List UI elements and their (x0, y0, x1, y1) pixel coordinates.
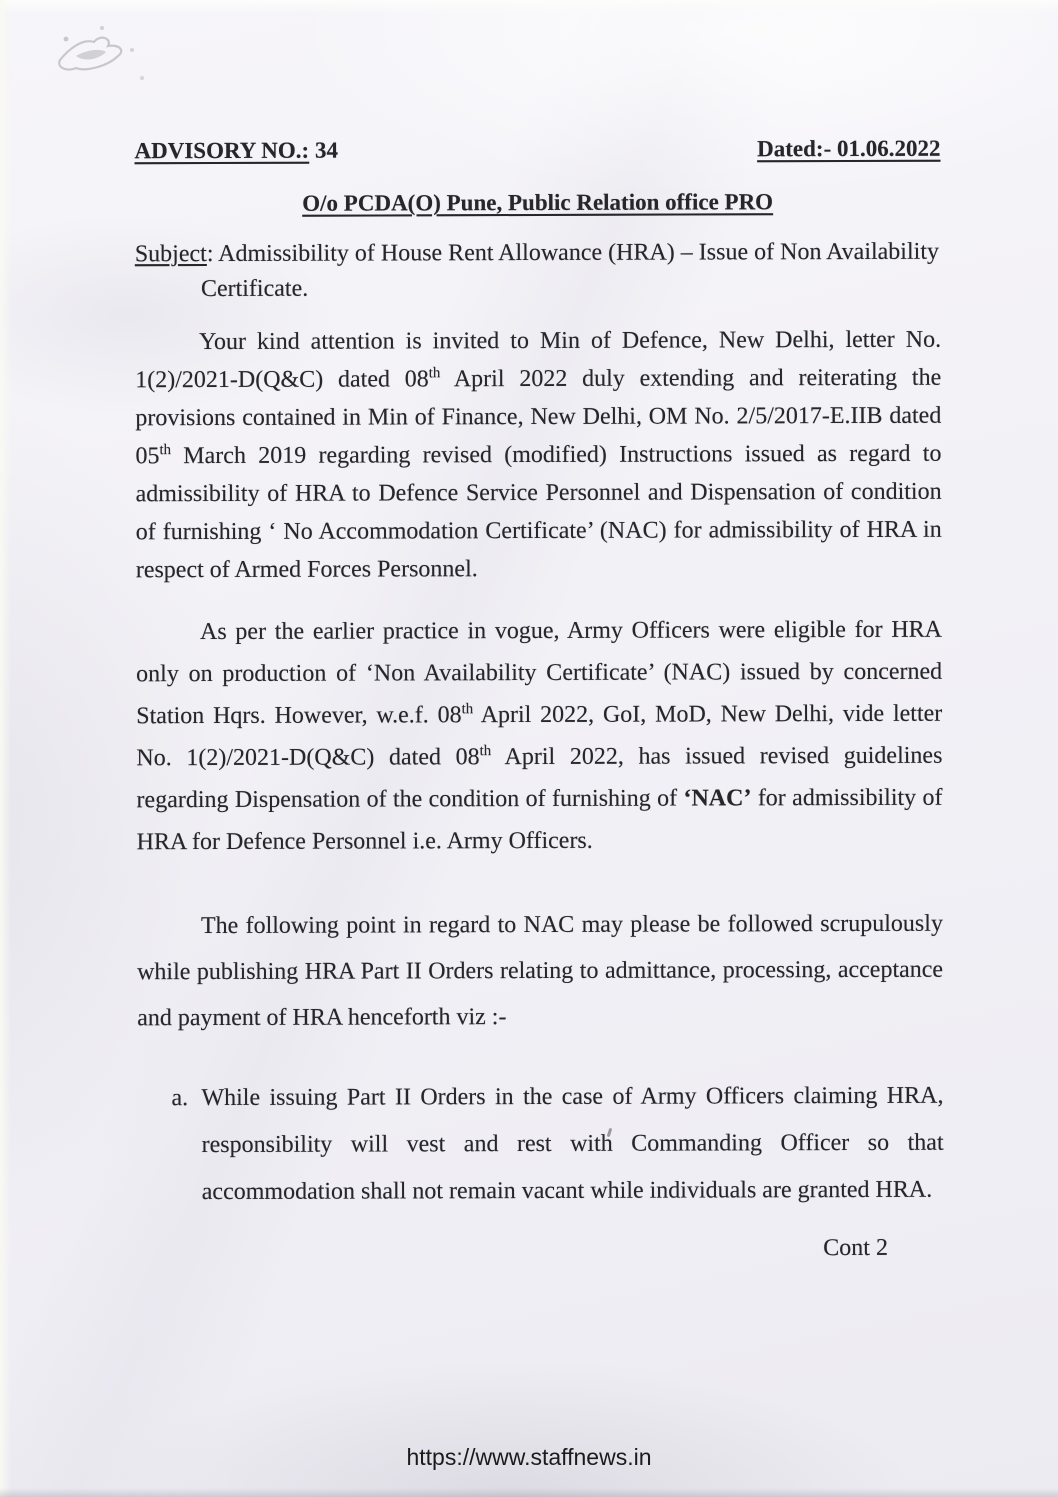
bold-nac-term: ‘NAC’ (683, 785, 752, 812)
superscript-th: th (428, 365, 441, 382)
advisory-number-label: ADVISORY NO.: (134, 137, 310, 164)
advisory-number (134, 137, 338, 165)
list-item-a-text: While issuing Part II Orders in the case of Army Officers claiming HRA, responsibility will vest and rest with Commanding Officer so that accommodation shall not remain vacant while individuals are granted HRA. (201, 1082, 944, 1206)
superscript-th: th (479, 743, 492, 760)
subject-line (135, 235, 941, 308)
subject-text-line2: Certificate. (200, 275, 309, 303)
superscript-th: th (159, 442, 172, 459)
continuation-note: Cont 2 (823, 1234, 888, 1262)
document-date: Dated:- 01.06.2022 (757, 135, 941, 162)
list-item-a-marker: a. (171, 1085, 189, 1112)
office-title: O/o PCDA(O) Pune, Public Relation office PRO (302, 189, 774, 216)
superscript-th: th (461, 701, 474, 718)
paragraph-1: Your kind attention is invited to Min of Defence, New Delhi, letter No. 1(2)/2021-D(Q&C) dated 08th April 2022 duly extending and reiterating the provisions contained in Min of Finance, New Delhi, OM No. 2/5/2017-E.IIB dated 05th March 2019 regarding revised (modified) Instructions issued as regard to admissibility of HRA to Defence Service Personnel and Dispensation of condition of furnishing ‘ No Accommodation Certificate’ (NAC) for admissibility of HRA in respect of Armed Forces Personnel. (135, 326, 942, 584)
advisory-number-value: 34 (314, 137, 338, 163)
paragraph-3: The following point in regard to NAC may please be followed scrupulously while publishing HRA Part II Orders relating to admittance, processing, acceptance and payment of HRA henceforth viz :- (137, 910, 944, 1032)
document-header-row (134, 135, 940, 165)
subject-text: : Admissibility of House Rent Allowance (HRA) – Issue of Non Availability (206, 238, 940, 268)
watermark-url: https://www.staffnews.in (406, 1444, 652, 1470)
subject-label: Subject (134, 241, 207, 268)
paragraph-2: As per the earlier practice in vogue, Army Officers were eligible for HRA only on production of ‘Non Availability Certificate’ (NAC) issued by concerned Station Hqrs. However, w.e.f. 08th April 2022, GoI, MoD, New Delhi, vide letter No. 1(2)/2021-D(Q&C) dated 08th April 2022, has issued revised guidelines regarding Dispensation of the condition of furnishing of ‘NAC’ for admissibility of HRA for Defence Personnel i.e. Army Officers. (136, 616, 943, 856)
list-item-a (171, 1073, 943, 1216)
